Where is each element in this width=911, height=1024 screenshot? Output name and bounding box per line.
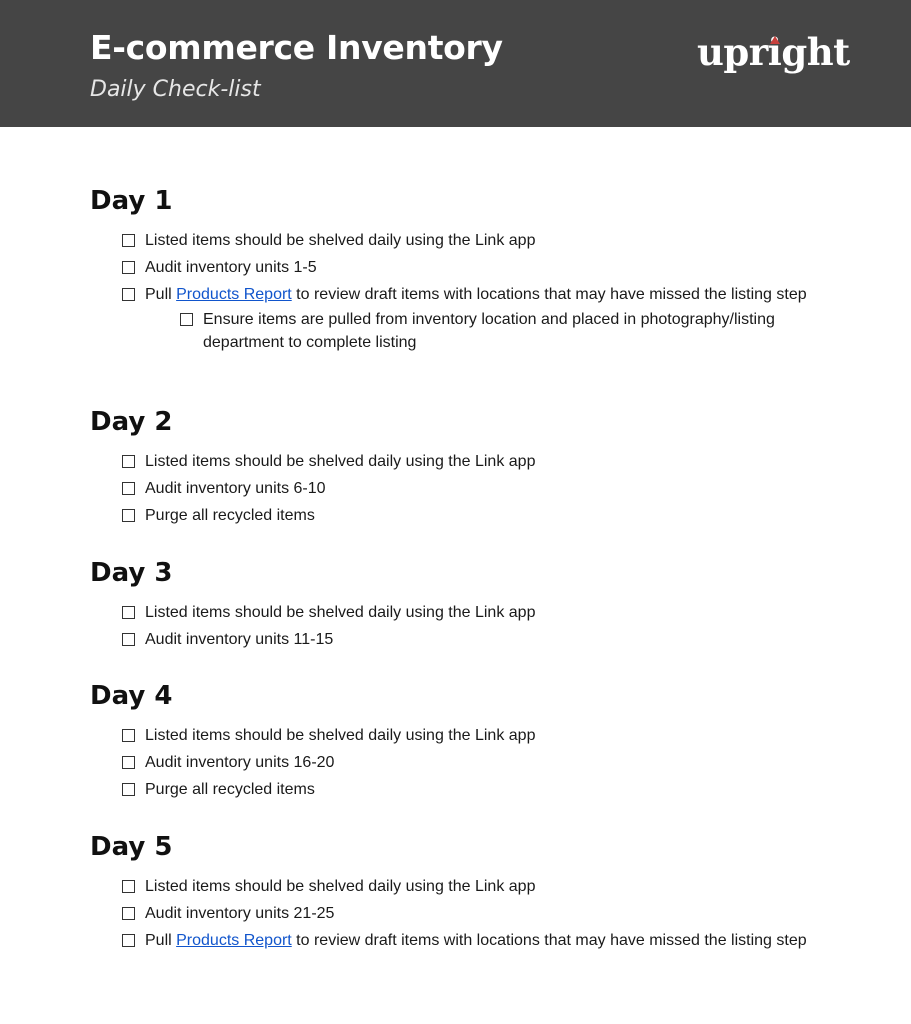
checklist-item-suffix: to review draft items with locations that may have missed the listing step — [291, 286, 807, 303]
checklist-item-text: Listed items should be shelved daily using the Link app — [145, 878, 536, 895]
logo-accent-icon — [770, 36, 780, 44]
checkbox[interactable] — [122, 234, 135, 247]
checkbox[interactable] — [122, 880, 135, 893]
checkbox[interactable] — [122, 633, 135, 646]
checklist-item-text: Listed items should be shelved daily using the Link app — [145, 727, 536, 744]
checklist-subitem — [90, 308, 833, 354]
checklist-item — [90, 751, 835, 774]
checklist-item — [90, 601, 835, 624]
checklist-item-prefix: Pull — [145, 286, 177, 303]
day-heading: Day 2 — [90, 407, 173, 437]
day-heading: Day 4 — [90, 681, 173, 711]
checklist-item-text: Ensure items are pulled from inventory location and placed in photography/listing department to complete listing — [203, 311, 775, 351]
checkbox[interactable] — [180, 313, 193, 326]
day-heading: Day 3 — [90, 558, 173, 588]
checklist-item — [90, 504, 835, 527]
checkbox[interactable] — [122, 606, 135, 619]
checkbox[interactable] — [122, 455, 135, 468]
checklist-item-text: Purge all recycled items — [145, 507, 315, 524]
checkbox[interactable] — [122, 907, 135, 920]
checklist-item — [90, 778, 835, 801]
checklist-item — [90, 875, 835, 898]
checklist-item — [90, 229, 835, 252]
page-title: E-commerce Inventory — [90, 28, 503, 67]
upright-logo: upri ght — [697, 30, 850, 74]
day-section — [90, 405, 835, 527]
checklist-item-text: Audit inventory units 16-20 — [145, 754, 335, 771]
products-report-link[interactable]: Products Report — [176, 932, 292, 949]
checklist-item — [90, 256, 835, 279]
checklist-item — [90, 283, 835, 306]
checklist-item-text: Audit inventory units 6-10 — [145, 480, 326, 497]
products-report-link[interactable]: Products Report — [176, 286, 292, 303]
day-section — [90, 679, 835, 801]
day-section — [90, 830, 835, 952]
day-section — [90, 556, 835, 651]
header-banner — [0, 0, 911, 127]
checklist-item-text: Audit inventory units 21-25 — [145, 905, 335, 922]
day-heading: Day 5 — [90, 832, 173, 862]
checkbox[interactable] — [122, 482, 135, 495]
checklist-item-text: Audit inventory units 11-15 — [145, 631, 334, 648]
checkbox[interactable] — [122, 261, 135, 274]
checkbox[interactable] — [122, 783, 135, 796]
checkbox[interactable] — [122, 509, 135, 522]
checklist-item — [90, 477, 835, 500]
checkbox[interactable] — [122, 934, 135, 947]
checkbox[interactable] — [122, 756, 135, 769]
day-heading: Day 1 — [90, 186, 173, 216]
checklist-item-suffix: to review draft items with locations that may have missed the listing step — [291, 932, 807, 949]
checklist-item — [90, 929, 835, 952]
checklist-item — [90, 902, 835, 925]
checklist-item-text: Listed items should be shelved daily using the Link app — [145, 604, 536, 621]
checklist-item-prefix: Pull — [145, 932, 177, 949]
checkbox[interactable] — [122, 288, 135, 301]
checklist-item-text: Listed items should be shelved daily using the Link app — [145, 232, 536, 249]
checklist-item — [90, 724, 835, 747]
checklist-item-text: Listed items should be shelved daily using the Link app — [145, 453, 536, 470]
page-subtitle: Daily Check-list — [90, 77, 261, 102]
day-section — [90, 184, 835, 354]
checklist-item-text: Purge all recycled items — [145, 781, 315, 798]
checklist-item-text: Audit inventory units 1-5 — [145, 259, 317, 276]
checklist-item — [90, 628, 835, 651]
checklist-item — [90, 450, 835, 473]
checkbox[interactable] — [122, 729, 135, 742]
